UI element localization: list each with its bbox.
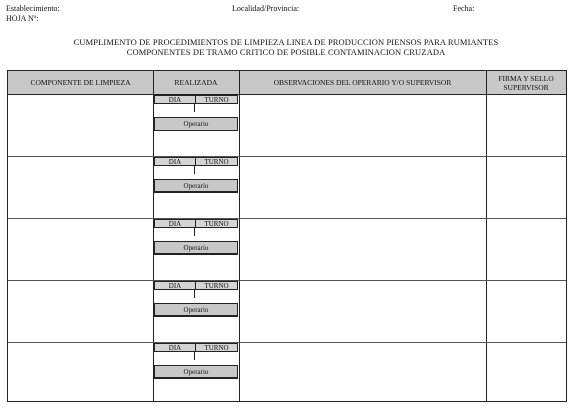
connector (194, 228, 195, 236)
dia-label: DIA (168, 96, 182, 104)
operario-box: Operario (154, 303, 238, 317)
turno-label: TURNO (204, 96, 229, 104)
turno-label: TURNO (204, 220, 229, 228)
row-divider (8, 342, 566, 343)
operario-box: Operario (154, 179, 238, 193)
dia-turno-box (154, 157, 238, 166)
localidad-label: Localidad/Provincia: (232, 4, 300, 13)
cleaning-table (7, 70, 567, 402)
operario-box: Operario (154, 117, 238, 131)
operario-box: Operario (154, 241, 238, 255)
connector (194, 352, 195, 360)
col-header-componente: COMPONENTE DE LIMPIEZA (8, 71, 153, 95)
dia-label: DIA (168, 282, 182, 290)
hoja-label: HOJA Nº: (6, 14, 39, 23)
row-divider (8, 280, 566, 281)
connector (194, 166, 195, 174)
column-divider (239, 71, 240, 401)
document-title-line1: CUMPLIMENTO DE PROCEDIMIENTOS DE LIMPIEZA LINEA DE PRODUCCION PIENSOS PARA RUMIANTES (73, 37, 499, 47)
establecimiento-label: Establecimiento: (6, 4, 60, 13)
row-divider (8, 218, 566, 219)
document-title-line2: COMPONENTES DE TRAMO CRITICO DE POSIBLE CONTAMINACION CRUZADA (126, 47, 446, 57)
dia-turno-box (154, 281, 238, 290)
turno-label: TURNO (204, 282, 229, 290)
dia-turno-box (154, 95, 238, 104)
dia-turno-box (154, 343, 238, 352)
column-divider (486, 71, 487, 401)
dia-label: DIA (168, 344, 182, 352)
operario-box: Operario (154, 365, 238, 379)
turno-label: TURNO (204, 344, 229, 352)
col-header-firma: FIRMA Y SELLO SUPERVISOR (486, 71, 566, 95)
turno-label: TURNO (204, 158, 229, 166)
fecha-label: Fecha: (453, 4, 475, 13)
dia-label: DIA (168, 220, 182, 228)
row-divider (8, 156, 566, 157)
dia-turno-box (154, 219, 238, 228)
connector (194, 104, 195, 112)
col-header-observaciones: OBSERVACIONES DEL OPERARIO Y/O SUPERVISOR (239, 71, 486, 95)
dia-label: DIA (168, 158, 182, 166)
col-header-realizada: REALIZADA (153, 71, 239, 95)
connector (194, 290, 195, 298)
